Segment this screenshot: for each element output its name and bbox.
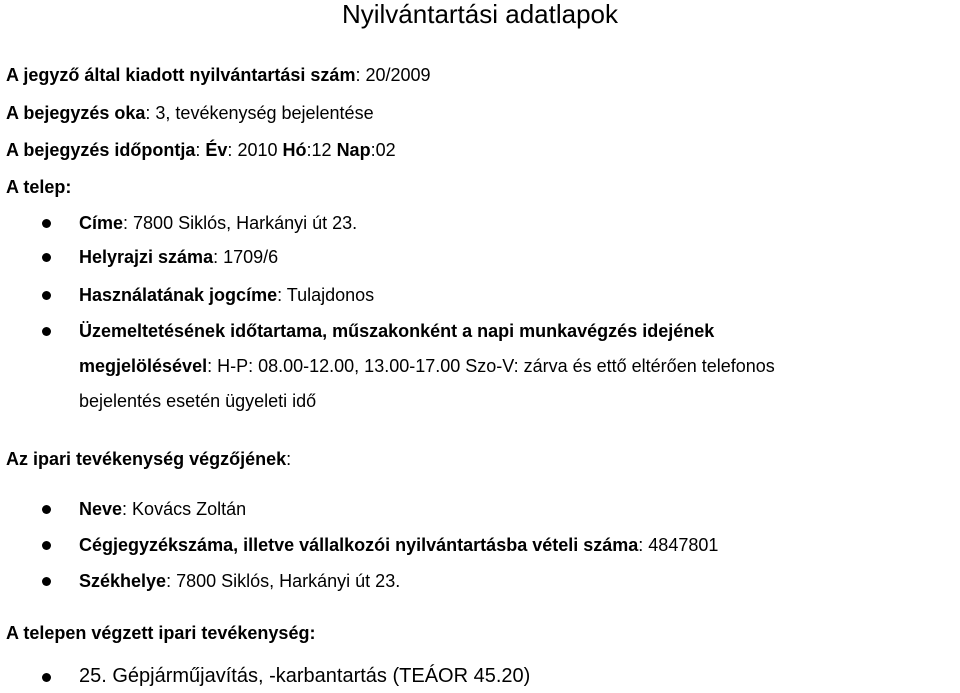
entry-date-month-label: Hó (282, 140, 307, 160)
entry-date-year-label: Év (205, 140, 228, 160)
site-usage-value: Tulajdonos (286, 285, 375, 305)
entry-reason-value: 3, tevékenység bejelentése (155, 103, 374, 123)
site-hours-line2: megjelölésével: H-P: 08.00-12.00, 13.00-17.00 Szo-V: zárva és ettő eltérően telefonos (79, 356, 775, 376)
entry-date-row: A bejegyzés időpontja: Év: 2010 Hó:12 Nap:02 (6, 140, 396, 160)
site-hours-label-line1: Üzemeltetésének időtartama, műszakonként a napi munkavégzés idejének (79, 321, 715, 341)
bullet-icon (42, 327, 51, 336)
operator-name-label: Neve (79, 499, 123, 519)
entry-date-day-value: 02 (375, 140, 396, 160)
entry-date-label: A bejegyzés időpontja (6, 140, 196, 160)
operator-company-value: 4847801 (648, 535, 719, 555)
registration-number-label: A jegyző által kiadott nyilvántartási szám (6, 65, 356, 85)
site-hours-label-line2: megjelölésével (79, 356, 208, 376)
site-address-value: 7800 Siklós, Harkányi út 23. (133, 213, 358, 233)
bullet-icon (42, 505, 51, 514)
site-heading: A telep: (6, 177, 72, 197)
operator-name-value: Kovács Zoltán (132, 499, 247, 519)
entry-reason-label: A bejegyzés oka (6, 103, 146, 123)
operator-seat-row: Székhelye: 7800 Siklós, Harkányi út 23. (79, 571, 401, 591)
operator-heading: Az ipari tevékenység végzőjének: (6, 449, 292, 469)
bullet-icon (42, 577, 51, 586)
operator-company-row: Cégjegyzékszáma, illetve vállalkozói nyilvántartásba vételi száma: 4847801 (79, 535, 719, 555)
registration-number-row: A jegyző által kiadott nyilvántartási szám: 20/2009 (6, 65, 431, 85)
bullet-icon (42, 219, 51, 228)
site-parcel-value: 1709/6 (223, 247, 279, 267)
site-parcel-row: Helyrajzi száma: 1709/6 (79, 247, 279, 267)
site-usage-row: Használatának jogcíme: Tulajdonos (79, 285, 375, 305)
site-parcel-label: Helyrajzi száma (79, 247, 214, 267)
bullet-icon (42, 253, 51, 262)
bullet-icon (42, 291, 51, 300)
bullet-icon (42, 541, 51, 550)
site-address-row: Címe: 7800 Siklós, Harkányi út 23. (79, 213, 358, 233)
entry-date-month-value: 12 (311, 140, 332, 160)
activity-item: 25. Gépjárműjavítás, -karbantartás (TEÁOR 45.20) (79, 665, 531, 687)
registration-number-value: 20/2009 (365, 65, 431, 85)
operator-seat-label: Székhelye (79, 571, 167, 591)
operator-name-row: Neve: Kovács Zoltán (79, 499, 247, 519)
site-hours-value-line1: H-P: 08.00-12.00, 13.00-17.00 Szo-V: zárva és ettő eltérően telefonos (217, 356, 775, 376)
site-address-label: Címe (79, 213, 124, 233)
operator-company-label: Cégjegyzékszáma, illetve vállalkozói nyilvántartásba vételi száma (79, 535, 639, 555)
operator-seat-value: 7800 Siklós, Harkányi út 23. (176, 571, 401, 591)
site-hours-value-line2: bejelentés esetén ügyeleti idő (79, 391, 317, 411)
entry-date-year-value: 2010 (237, 140, 278, 160)
page-title: Nyilvántartási adatlapok (341, 0, 619, 29)
entry-date-day-label: Nap (336, 140, 371, 160)
site-usage-label: Használatának jogcíme (79, 285, 278, 305)
entry-reason-row: A bejegyzés oka: 3, tevékenység bejelentése (6, 103, 374, 123)
activity-heading: A telepen végzett ipari tevékenység: (6, 623, 316, 643)
bullet-icon (42, 673, 51, 682)
